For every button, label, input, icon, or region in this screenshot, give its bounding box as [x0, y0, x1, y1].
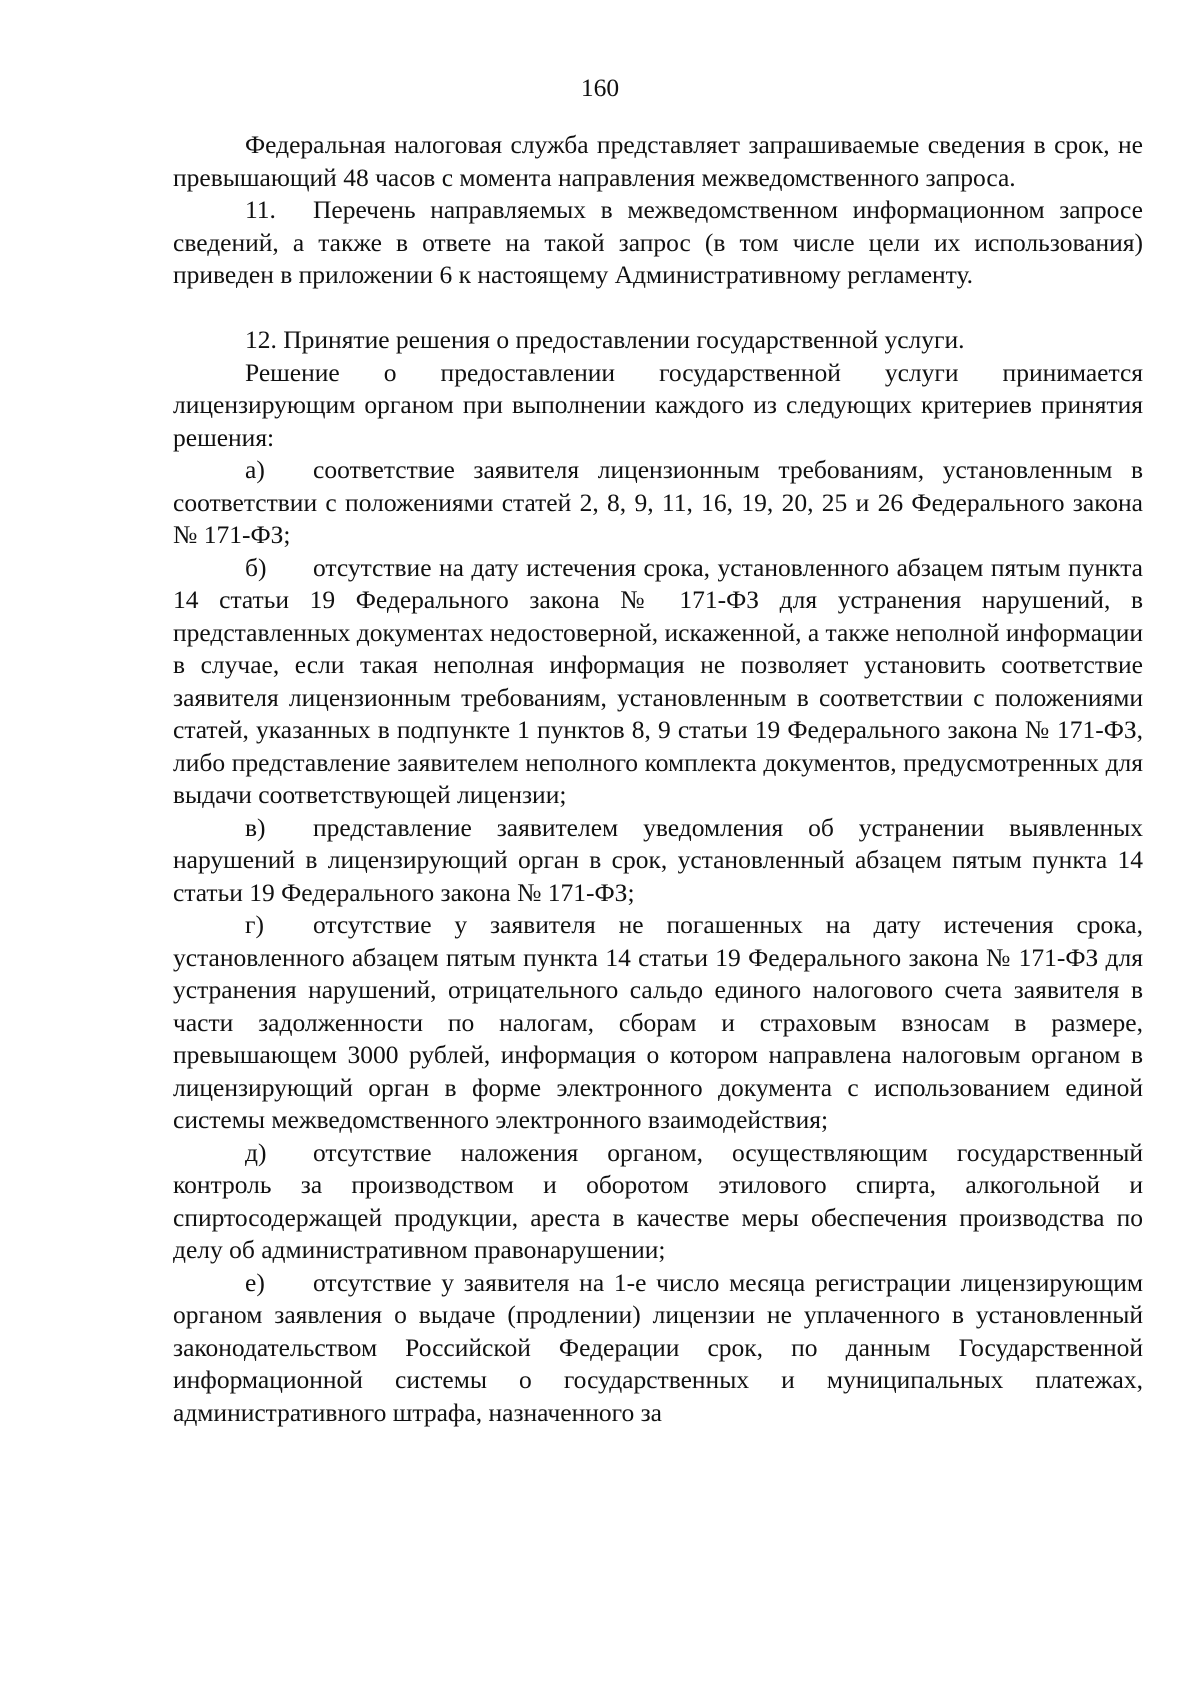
paragraph-fns-response: Федеральная налоговая служба представляет запрашиваемые сведения в срок, не превышающий 48 часов с момента направления межведомственного запроса.: [173, 130, 1143, 192]
criterion-b: [173, 552, 1143, 812]
paragraph-12-intro: Решение о предоставлении государственной услуги принимается лицензирующим органом при выполнении каждого из следующих критериев принятия решения:: [173, 357, 1143, 452]
paragraph-11: [173, 194, 1143, 292]
criterion-text: отсутствие у заявителя на 1-е число месяца регистрации лицензирующим органом заявления о выдаче (продлении) лицензии не уплаченного в установленный законодательством Российской Федерации срок, по данным Государственной информационной системы о государственных и муниципальных платежах, административного штрафа, назначенного за: [173, 1267, 1143, 1427]
criterion-text: отсутствие у заявителя не погашенных на дату истечения срока, установленного абзацем пятым пункта 14 статьи 19 Федерального закона № 171-ФЗ для устранения нарушений, отрицательного сальдо единого налогового счета заявителя в части задолженности по налогам, сборам и страховым взносам в размере, превышающем 3000 рублей, информация о котором направлена налоговым органом в лицензирующий орган в форме электронного документа с использованием единой системы межведомственного электронного взаимодействия;: [173, 910, 1143, 1134]
criterion-marker: а): [245, 455, 265, 484]
criterion-text: соответствие заявителя лицензионным требованиям, установленным в соответствии с положениями статей 2, 8, 9, 11, 16, 19, 20, 25 и 26 Федерального закона № 171-ФЗ;: [173, 455, 1143, 549]
criterion-marker: е): [245, 1267, 265, 1297]
criterion-g: [173, 909, 1143, 1137]
criterion-text: отсутствие наложения органом, осуществляющим государственный контроль за производством и оборотом этилового спирта, алкогольной и спиртосодержащей продукции, ареста в качестве меры обеспечения производства по делу об административном правонарушении;: [173, 1137, 1143, 1264]
criterion-marker: в): [245, 812, 266, 842]
paragraph-11-text: Перечень направляемых в межведомственном информационном запросе сведений, а также в ответе на такой запрос (в том числе цели их использования) приведен в приложении 6 к настоящему Административному регламенту.: [173, 195, 1143, 289]
page-number: 160: [580, 73, 620, 102]
document-body: [173, 129, 1143, 1429]
criterion-a: [173, 454, 1143, 552]
criterion-marker: г): [245, 910, 264, 939]
paragraph-11-number: 11.: [245, 195, 276, 224]
paragraph-12-heading: 12. Принятие решения о предоставлении государственной услуги.: [245, 325, 965, 354]
criterion-v: [173, 812, 1143, 910]
criterion-d: [173, 1137, 1143, 1267]
criterion-text: отсутствие на дату истечения срока, установленного абзацем пятым пункта 14 статьи 19 Федерального закона № 171-ФЗ для устранения нарушений, в представленных документах недостоверной, искаженной, а также неполной информации в случае, если такая неполная информация не позволяет установить соответствие заявителя лицензионным требованиям, установленным в соответствии с положениями статей, указанных в подпункте 1 пунктов 8, 9 статьи 19 Федерального закона № 171-ФЗ, либо представление заявителем неполного комплекта документов, предусмотренных для выдачи соответствующей лицензии;: [173, 552, 1143, 809]
criterion-text: представление заявителем уведомления об устранении выявленных нарушений в лицензирующий орган в срок, установленный абзацем пятым пункта 14 статьи 19 Федерального закона № 171-ФЗ;: [173, 812, 1143, 907]
criterion-marker: д): [245, 1137, 267, 1167]
criterion-e: [173, 1267, 1143, 1430]
criterion-marker: б): [245, 552, 267, 582]
